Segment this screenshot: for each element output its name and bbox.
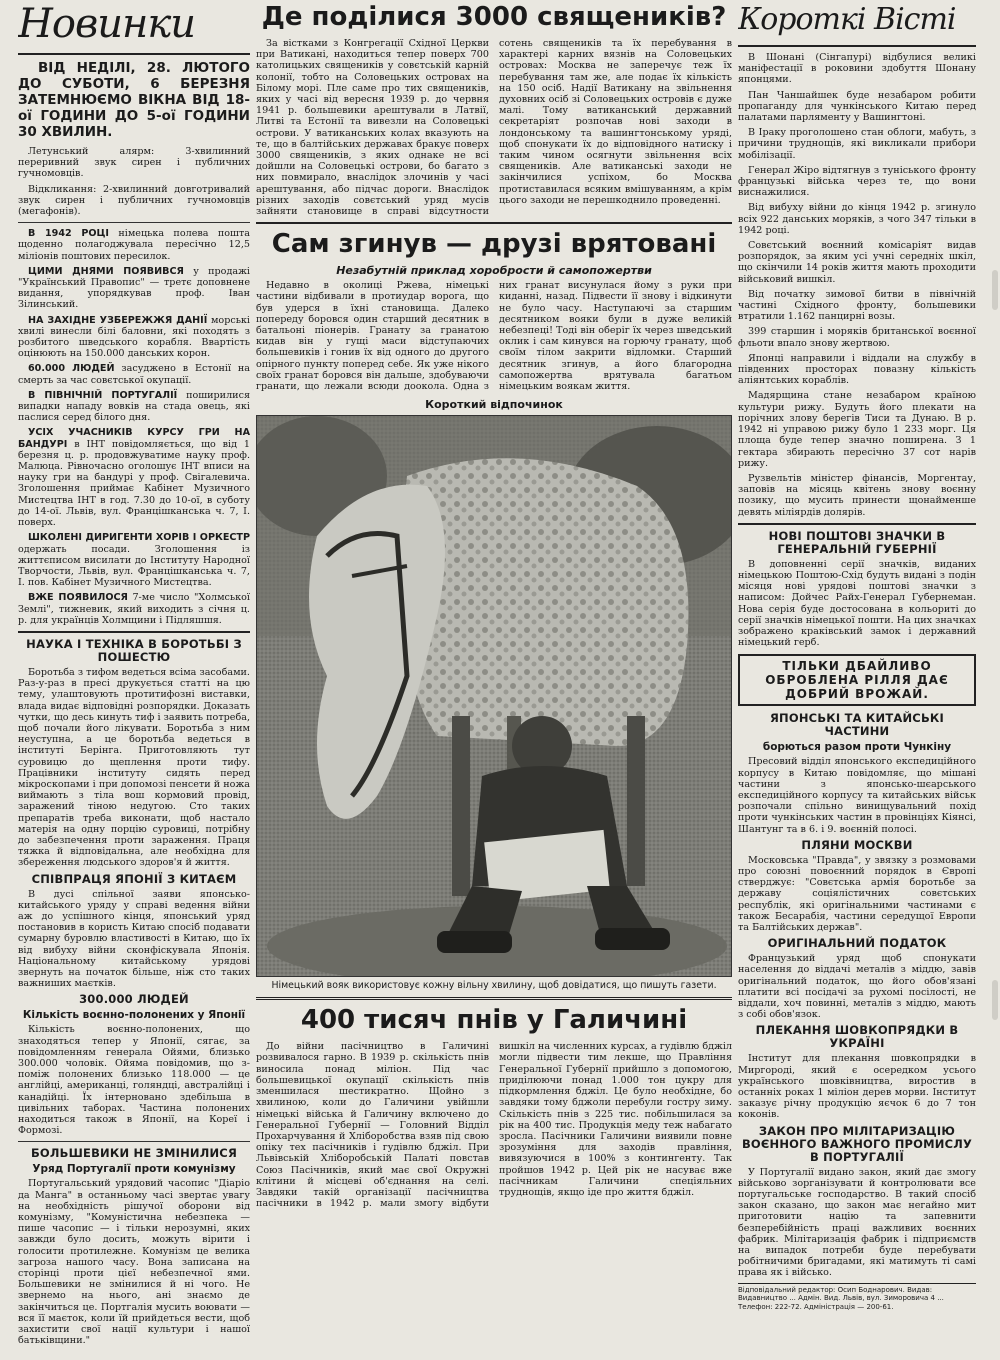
short-news-item: Від початку зимової битви в північній частині Східного фронту, большевики втратили 1.162 панцирні возы. (738, 288, 976, 323)
photo-caption: Німецький вояк використовує кожну вільну хвилину, щоб довідатися, що пишуть газети. (271, 980, 717, 992)
tax-text: Французький уряд щоб спонукати населення до віддачі металів з міддю, завів оригінальний податок, що його обов'язані платити всі посідачі за рухомі посілості, не віддали, хоч повинні, металів з міддю, мають з собі обов'язок. (738, 953, 976, 1021)
bees-headline: 400 тисяч пнів у Галичині (300, 1005, 688, 1036)
pow-title: 300.000 ЛЮДЕЙ (79, 992, 189, 1007)
short-news-item: Рузвельтів міністер фінансів, Моргентау, заповів на місяць квітень знову воєнну позику, що мусить принести щонайменше девять міліярдів долярів. (738, 472, 976, 518)
short-news-item: Генерал Жіро відтягнув з туніського фронту французькі війська через те, що вони виснажилися. (738, 164, 976, 199)
soldier-horse-photo (256, 415, 732, 977)
binding-hole (992, 980, 998, 1020)
short-news-item: В Шонані (Сінгапурі) відбулися великі маніфестації в роковини здобуття Шонану японцями. (738, 52, 976, 86)
stamps-text: В доповненні серії значків, виданих німецькою Поштою-Схід будуть видані з подін місяця нові урядові поштові значки з написом: Дойчес Райх-Генерал Губернеман. Нова серія буде достосована в кольориті до серії значків німецької пошти. На цих значках зображено краківський замок і державний німецький герб. (738, 558, 976, 649)
right-column (738, 0, 976, 1311)
divider (256, 222, 732, 224)
news-brief-text: німецька полева пошта щоденно полагоджувала пересічно 12,5 міліонів поштових пересилок. (18, 228, 250, 262)
short-news-item: Мадярщина стане незабаром країною культури рижу. Будуть його плекати на порічних злову берегів Тиси та Дунаю. В р. 1942 ні управою рижу було 1 233 морг. Ця площа буде тепер значно поширена. З 1 гектара збирають пересічно 37 сот нарів рижу. (738, 390, 976, 469)
news-brief-lead: УСІХ УЧАСНИКІВ КУРСУ ГРИ НА БАНДУРІ (18, 427, 250, 450)
hero-article (256, 280, 732, 394)
hero-text: Недавно в околиці Ржева, німецькі частини відбивали в протиудар ворога, що був удерся в їхні становища. Далеко попереду боровся один старший десятник в батальоні піонерів. Гранату за гранатою кидав він у гущі маси відступаючих большевиків і гонив їх від одного до другого опірного пункту поперед себе. Як уже нікого своїх гранат боровся він дальше, здобуваючи гранати, що лежали всюди доокола. Одна з них гранат висунулася йому з руки при киданні, назад. Підвести її знову і відкинути не було часу. Наступаючі за старшим десятником вояки були в дуже великій небезпеці! Тоді він оберіг їх через шведський оклик і сам кинувся на горючу гранату, щоб своїм тілом закрити відломки. Старший десятник згинув, а його благородна самопожертва врятувала багатьом німецьким воякам життя. (256, 280, 732, 393)
divider (18, 222, 250, 223)
news-brief-list (18, 228, 250, 626)
divider (738, 523, 976, 525)
news-brief-text: засуджено в Естонії на смерть за час совєтської окупації. (18, 363, 250, 386)
law-text: У Португалії видано закон, який дає змогу військово зорганізувати й контролювати все португальське господарство. В такий спосіб закон сказано, що закон має негайно мит приготовити націю та запевнити безперебійність праці важливих воєнних фабрик. Мілітаризація фабрик і підприємств на випадок потреби буде перебувати робітничими бригадами, які матимуть ті самі права як i військо. (738, 1166, 976, 1279)
news-brief (18, 315, 250, 360)
news-brief-text: 7-ме число "Холмської Землі", тижневик, який виходить з січня ц. р. для українців Холмщини і Підляшшя. (18, 592, 250, 626)
tax-title: ОРИГІНАЛЬНИЙ ПОДАТОК (767, 936, 947, 951)
short-news-list (738, 52, 976, 518)
news-brief-lead: В ПІВНІЧНІЙ ПОРТУГАЛІЇ (28, 389, 178, 401)
silk-title: ПЛЕКАННЯ ШОВКОПРЯДКИ В УКРАЇНІ (755, 1023, 959, 1051)
priests-text: За вістками з Конгрегації Східної Церкви при Ватикані, находиться тепер поверх 700 католицьких священиків у совєтській карній колонії, тобто на Соловецьких островах на Білому морі. Пле саме про тих священиків, яких у часі від вересня 1939 р. до червня 1941 р. большевики арештували в Латвії, Литві та Естонії та вивезли на Соловецькі острови. У ватиканських колах вказують на те, що в балтійських державах бракує поверх 3000 священиків, з яких однаке не всі дойшли на Соловецькі острови, бо багато з них повмирало, внаслідок злочинів у часі арештування, або підчас дороги. Внаслідок різних заходів совєтський уряд мусів зайняти становище в справі відсутности сотень священиків та їх перебування в характері карних вязнів на Соловецьких островах: Москва не заперечує теж їх перебування там же, але подає їх кількість на 150 осіб. Надії Ватикану на звільнення духовних осіб зі Соловецьких островів є дуже малі. Тому ватиканський державний секретаріят розпочав нові заходи в лондонському та вашингтонському уряді, щоб спонукати їх до відповідного натиску і таким чином осягнути звільнення всіх священиків. Але ватиканські заходи не закінчилися успіхом, бо Москва протиставилася всяким вмішуванням, а крім цього заходи не перешкоднило проведенні. (256, 38, 732, 218)
news-brief-lead: НА ЗАХІДНЕ УЗБЕРЕЖЖЯ ДАНІЇ (28, 314, 208, 326)
recall-notice: Відкликання: 2-хвилинний довготривалий звук сирен і публичних гучномовців (мегафонів). (18, 183, 250, 218)
news-brief (18, 228, 250, 262)
news-brief-lead: ВЖЕ ПОЯВИЛОСЯ (28, 592, 128, 604)
moscow-title: ПЛЯНИ МОСКВИ (801, 837, 913, 852)
photo-illustration (257, 416, 732, 976)
korotki-visti-masthead: Короткі Вісті (738, 2, 956, 37)
moscow-text: Московська "Правда", у звязку з розмовами про союзні повоєнний порядок в Європі стверджує: "Совєтська армія боротьбе за державу соціялістичних совєтських республік, які оригінальними частинами є також Бесарабія, частини середущої Европи та Балтійських держав". (738, 854, 976, 933)
short-news-item: Совєтський воєнний комісаріят видав розпорядок, за яким усі учні середніх шкіл, що скінчили 14 років життя мають проходити військовий вишкіл. (738, 240, 976, 285)
news-brief-lead: ЦИМИ ДНЯМИ ПОЯВИВСЯ (28, 265, 184, 277)
news-brief-lead: В 1942 РОЦІ (28, 228, 109, 240)
pow-text: Кількість воєнно-полонених, що знаходяться тепер у Японії, сягає, за повідомленням генерала Ойями, близько 300.000 чоловік. Ойяма повідомив, що з-поміж полонених близько 118.000 — це англійці, американці, голяндці, австралійці і канадійці. Їх інтерновано здебільша в цивільних таборах. Частина полонених находиться також в Японії, на Кореї і Формозі. (18, 1024, 250, 1137)
short-news-item: В Іраку проголошено стан облоги, мабуть, з причини труднощів, які викликали прибори мобілізації. (738, 127, 976, 161)
bolshevik-title: БОЛЬШЕВИКИ НЕ ЗМІНИЛИСЯ (30, 1146, 238, 1161)
stamps-title: НОВІ ПОШТОВІ ЗНАЧКИ В ГЕНЕРАЛЬНІЙ ГУБЕРНІЇ (768, 528, 946, 556)
jap-subtitle: борються разом проти Чункіну (762, 741, 952, 754)
news-brief-text: в ІНТ повідомляється, що від 1 березня ц. р. продовжуватиме науку проф. Малюца. Рівночасно оголошує ІНТ вписи на науку гри на бандурі у проф. Свігалевича. Зголошення приймає Кабінет Музичного Мистецтва ІНТ в год. 7.30 до 10-ої, в суботу до 14-ої. Львів, вул. Францішканська ч. 7, I. поверх. (18, 438, 250, 529)
short-news-item: Японці направили і віддали на службу в південних просторах повазну кількість аліянтських кораблів. (738, 352, 976, 387)
science-title: НАУКА І ТЕХНІКА В БОРОТЬБІ З ПОШЕСТЮ (26, 636, 242, 664)
jap-title: ЯПОНСЬКІ ТА КИТАЙСЬКІ ЧАСТИНИ (770, 711, 944, 739)
impressum: Відповідальний редактор: Осип Боднарович. Видав: Видавництво ... Адмін. Вид. Львів, вул. Зиморовича 4 ... Телефон: 222-72. Адміністрація — 200-61. (738, 1283, 976, 1312)
news-brief (18, 532, 250, 588)
priests-article (256, 38, 732, 217)
law-title: ЗАКОН ПРО МІЛІТАРИЗАЦІЮ ВОЄННОГО ВАЖНОГО ПРОМИСЛУ В ПОРТУГАЛІЇ (741, 1123, 973, 1164)
news-brief (18, 390, 250, 424)
bolshevik-subtitle: Уряд Португалії проти комунізму (32, 1163, 236, 1176)
news-brief (18, 266, 250, 311)
news-brief-lead: 60.000 ЛЮДЕЙ (28, 363, 115, 375)
divider (18, 631, 250, 633)
divider (738, 45, 976, 47)
center-column (256, 0, 732, 1209)
science-text: Боротьба з тифом ведеться всіма засобами. Раз-у-раз в пресі друкується статті на цю тему, улаштовують протитифозні виставки, влада видає відповідні розпорядки. Доказать чутки, що десь кинуть тиф і заявить потреба, щоб почали його лікувати. Боротьба з ним неуступна, а це боротьба ведеться в інституті Берінга. Приготовляють тут суровицю до щеплення проти тифу. Працівники інституту сидять перед мікроскопами і при допомозі пенсети й ножа виймають з тіла вош кормовий провід, заражений тіною недугою. Сто таких препаратів треба виконати, щоб настало матерія на одну порцію суровиці, потрібну до забезпечення проти зараження. Праця тяжка й відповідальна, але необхідна для збереження людського здоров'я й життя. (18, 666, 250, 869)
harvest-slogan: ТІЛЬКИ ДБАЙЛИВО ОБРОБЛЕНА РІЛЛЯ ДАЄ ДОБРИЙ ВРОЖАЙ. (765, 659, 949, 702)
news-brief-text: поширилися випадки нападу вовків на стада овець, які паслися серед білого дня. (18, 389, 250, 424)
news-brief-text: одержать посади. Зголошення із життєписом висилати до Інституту Народної Творчости, Львів, вул. Францішканська ч. 7, I. пов. Кабінет Музичного Мистецтва. (18, 543, 250, 589)
hero-headline: Сам згинув — друзі врятовані (271, 229, 717, 260)
news-brief-lead: ШКОЛЕНІ ДИРИГЕНТИ ХОРІВ І ОРКЕСТР (28, 532, 250, 544)
jap-text: Пресовий відділ японського експедиційного корпусу в Китаю повідомляє, що мішані частини з японсько-шєарського експедиційного корпусу та китайських військ розпочали спільно винищувальний похід проти чункінських частин в провінціях Кіянсі, Шантунг та в 6. і 9. воєнній полосі. (738, 756, 976, 835)
divider (18, 53, 250, 55)
news-brief (18, 363, 250, 385)
short-news-item: Пан Чаншайшек буде незабаром робити пропаганду для чункінського Китаю перед палатами парляменту у Вашингтоні. (738, 89, 976, 124)
divider (18, 1141, 250, 1142)
pow-subtitle: Кількість воєнно-полонених у Японії (22, 1009, 246, 1022)
short-news-item: 399 старшин і моряків британської воєнної фльоти впало знову жертвою. (738, 326, 976, 349)
bees-text: До війни пасічництво в Галичині розвивалося гарно. В 1939 р. скількість пнів виносила понад міліон. Під час большевицької окупації скількість пнів зменшилася шестикратно. Щойно з хвилиною, коли до Галичини увійшли німецькі війська й Галичину включено до Генеральної Губернії — Головний Відділ Прохарчування й Хліборобства взяв під свою опіку тех пасічників і гудівлю бджіл. При Львівській Хліборобській Палаті повстав Союз Пасічників, який має свої Окружні клітини й місцеві об'єднання на селі. Завдяки такій організації пасічництва пасічники в 1942 р. мали змогу відбути вишкіл на численних курсах, а гудівлю бджіл могли підвести тим лекше, що Правління Генеральної Губернії прийшло з допомогою, приділюючи понад 1.000 тон цукру для підкормлення бджіл. Це було необхідне, бо завдяки тому бджоли перебули гостру зиму. Скількість пнів з 225 тис. побільшилася за рік на 400 тис. Продукція меду теж набагато зросла. Пасічники Галичини виявили повне зрозуміння для заходів правління, вивязуючися в 100% з контингенту. Так пройшов 1942 р. Цей рік не насуває вже пасічникам Галичини спеціяльних труднощів, якщо іде про життя бджіл. (256, 1041, 732, 1210)
news-brief-text: морські хвилі винесли білі баловни, які походять з розбитого шведського корабля. Ввартість оцінюють на 150.000 данських корон. (18, 314, 250, 360)
news-brief-text: у продажі "Український Правопис" — третє доповнене видання, упорядкував проф. Іван Зілинський. (18, 265, 250, 311)
short-news-item: Від вибуху війни до кінця 1942 р. згинуло всіх 922 данських моряків, з чого 347 тільки в 1942 році. (738, 202, 976, 236)
bees-article (256, 1041, 732, 1209)
divider (256, 997, 732, 1000)
novynky-masthead: Новинки (18, 1, 196, 47)
hero-subtitle: Незабутній приклад хоробрости й самопожертви (336, 264, 652, 278)
coop-text: В дусі спільної заяви японсько-китайського уряду у справі ведення війни аж до успішного кінця, японський уряд постановив в користь Китаю спосіб подавати сумарну буровлю властивості в Китаю, що їх від вибуху війни сконфіскувала Японія. Національному китайському урядові звернуть на початок більше, ніж сто таких важниших маєтків. (18, 888, 250, 990)
bolshevik-text: Португальський урядовий часопис "Діаріо да Манга" в останньому часі звертає увагу на необхідність рішучої оборони від комунізму, "Комуністична небезпека — пише часопис — і тільки нерозумні, яких завжди було досить, можуть вірити і голосити протилежне. Комунізм це велика загроза нашого часу. Вона записана на сторінці проти цієї небезпечної ями. Большевики не змінилися й ні чого. Не звернемо на нього, ані знаємо де закінчиться це. Портгалія мусить воювати — вся її маєток, коли їй прийдеться вести, щоб захистити свої нації культури і нашої батьківщини." (18, 1178, 250, 1347)
binding-hole (992, 270, 998, 310)
harvest-slogan-box (738, 654, 976, 706)
photo-title: Короткий відпочинок (425, 398, 563, 412)
left-column (18, 0, 250, 1350)
alarm-notice: Летунський алярм: 3-хвилинний переривний звук сирен і публичних гучномовців. (18, 146, 250, 180)
priests-headline: Де поділися 3000 священиків? (261, 2, 727, 32)
silk-text: Інститут для плекання шовкопрядки в Миргороді, який є осередком усього українського шовківництва, виростив в останніх роках 1 міліон дерев морви. Інститут заказує річну продукцію яєчок 6 до 7 тон коконів. (738, 1053, 976, 1121)
blackout-notice: ВІД НЕДІЛІ, 28. ЛЮТОГО ДО СУБОТИ, 6 БЕРЕЗНЯ ЗАТЕМНЮЄМО ВІКНА ВІД 18-ої ГОДИНИ ДО 5-ої ГОДИНИ 30 ХВИЛИН. (18, 60, 250, 140)
coop-title: СПІВПРАЦЯ ЯПОНІЇ З КИТАЄМ (31, 871, 237, 886)
news-brief (18, 592, 250, 626)
news-brief (18, 427, 250, 528)
